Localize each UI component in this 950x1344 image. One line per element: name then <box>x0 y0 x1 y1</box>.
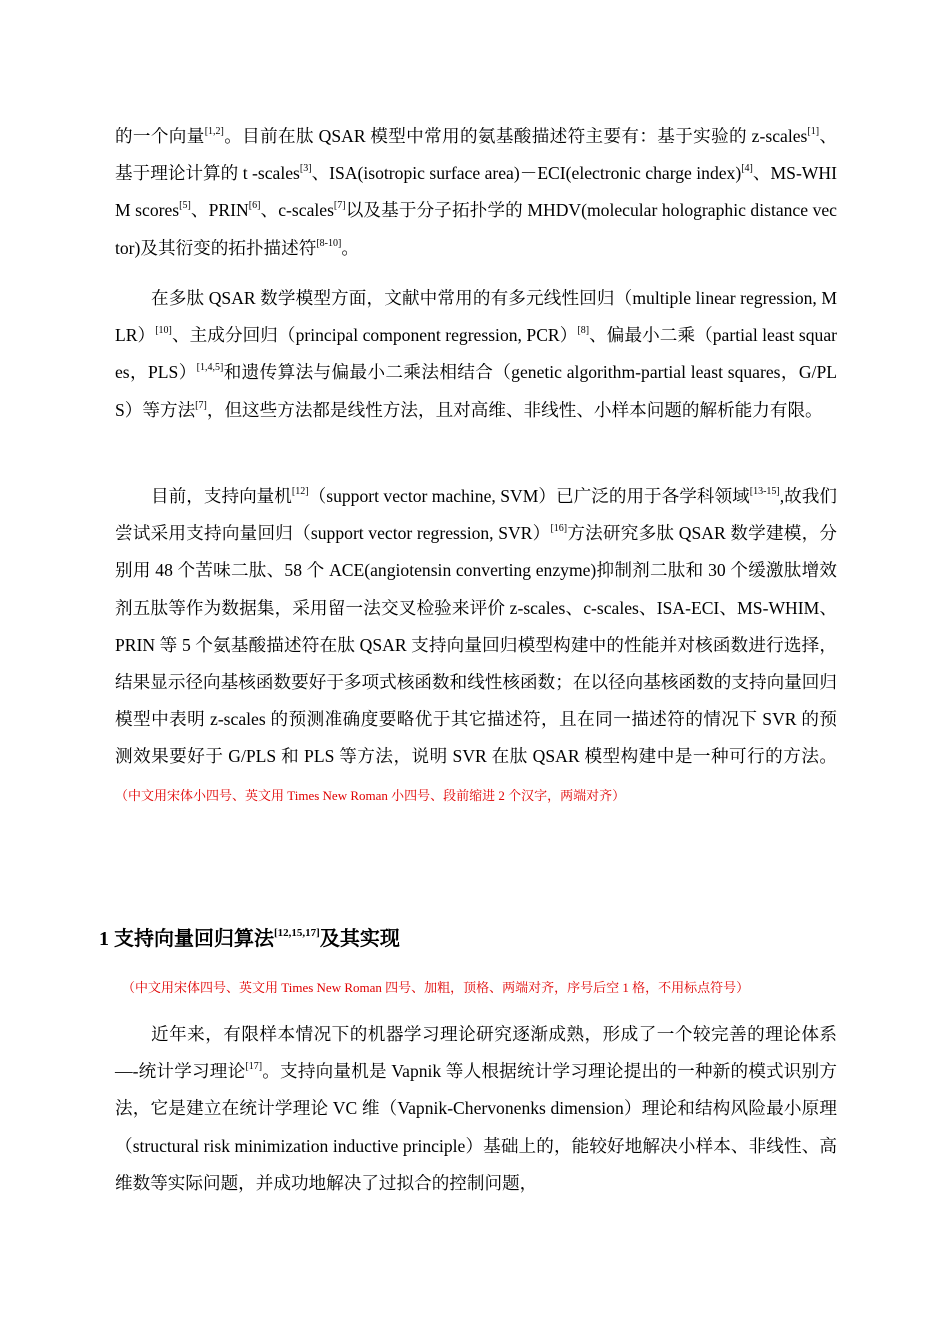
text: 、PRIN <box>190 200 249 221</box>
citation: [8] <box>577 325 590 337</box>
text: 方法研究多肽 QSAR 数学建模，分别用 48 个苦味二肽、58 个 ACE(angiotensin converting enzyme)抑制剂二肽和 30 个缓激肽增效剂五肽等作为数据集，采用留一法交叉检验来评价 z-scales、c-scales、ISA-ECI、MS-WHIM、PRIN 等 5 个氨基酸描述符在肽 QSAR 支持向量回归模型构建中的性能并对核函数进行选择，结果显示径向基核函数要好于多项式核函数和线性核函数；在以径向基核函数的支持向量回归模型中表明 z-scales 的预测准确度要略优于其它描述符，且在同一描述符的情况下 SVR 的预测效果要好于 G/PLS 和 PLS 等方法，说明 SVR 在肽 QSAR 模型构建中是一种可行的方法。 <box>115 523 837 767</box>
heading-format-note: （中文用宋体四号、英文用 Times New Roman 四号、加粗，顶格、两端对齐，序号后空 1 格，不用标点符号） <box>122 980 750 995</box>
citation: [1] <box>807 126 820 137</box>
citation: [5] <box>179 200 191 212</box>
citation: [7] <box>195 399 207 411</box>
text: 、基于理论计算的 t -scales <box>115 126 837 184</box>
citation: [6] <box>248 200 261 212</box>
text: 、主成分回归（principal component regression, PCR） <box>171 325 578 346</box>
citation: [7] <box>333 200 346 212</box>
text: 以及基于分子拓扑学的 MHDV(molecular holographic distance vector)及其衍变的拓扑描述符 <box>115 200 837 258</box>
citation: [8-10] <box>316 237 342 249</box>
text: 和遗传算法与偏最小二乘法相结合（genetic algorithm-partial least squares，G/PLS）等方法 <box>115 362 837 420</box>
citation: [1,2] <box>204 126 224 137</box>
text: 。目前在肽 QSAR 模型中常用的氨基酸描述符主要有：基于实验的 z-scales <box>223 126 808 146</box>
paragraph-descriptors <box>115 118 837 267</box>
text: 。 <box>341 237 359 258</box>
text: 、c-scales <box>260 200 334 221</box>
citation: [12,15,17] <box>274 927 320 939</box>
paragraph-svm-theory <box>115 1016 837 1202</box>
citation: [13-15] <box>749 486 780 497</box>
text: 的一个向量 <box>115 126 205 146</box>
citation: [4] <box>741 163 753 175</box>
citation: [1,4,5] <box>196 362 224 374</box>
text: 近年来，有限样本情况下的机器学习理论研究逐渐成熟，形成了一个较完善的理论体系—-统计学习理论 <box>115 1024 837 1082</box>
citation: [17] <box>245 1061 263 1073</box>
citation: [12] <box>291 486 309 497</box>
format-note: （中文用宋体小四号、英文用 Times New Roman 小四号、段前缩进 2 个汉字，两端对齐） <box>115 787 626 803</box>
text: 、MS-WHIM scores <box>115 163 837 221</box>
heading-text: 及其实现 <box>319 928 400 950</box>
text: （support vector machine, SVM）已广泛的用于各学科领域 <box>308 486 750 506</box>
text: 在多肽 QSAR 数学模型方面，文献中常用的有多元线性回归（multiple linear regression, MLR） <box>115 288 837 346</box>
paragraph-methods <box>115 280 837 429</box>
citation: [3] <box>299 163 312 175</box>
citation: [16] <box>550 523 568 535</box>
section-heading <box>99 923 400 955</box>
paragraph-svr-study <box>115 478 837 814</box>
citation: [10] <box>155 325 172 337</box>
text: 、ISA(isotropic surface area)－ECI(electronic charge index) <box>311 163 742 184</box>
text: ,故我们尝试采用支持向量回归（support vector regression, SVR） <box>115 486 837 544</box>
text: 目前，支持向量机 <box>151 486 292 506</box>
text: 。支持向量机是 Vapnik 等人根据统计学习理论提出的一种新的模式识别方法，它是建立在统计学理论 VC 维（Vapnik-Chervonenks dimension）理论和结构风险最小原理（structural risk minimization inductive principle）基础上的，能较好地解决小样本、非线性、高维数等实际问题，并成功地解决了过拟合的控制问题， <box>115 1061 837 1193</box>
text: ，但这些方法都是线性方法，且对高维、非线性、小样本问题的解析能力有限。 <box>206 399 823 420</box>
heading-text: 1 支持向量回归算法 <box>99 928 274 950</box>
text: 、偏最小二乘（partial least squares，PLS） <box>115 325 837 383</box>
